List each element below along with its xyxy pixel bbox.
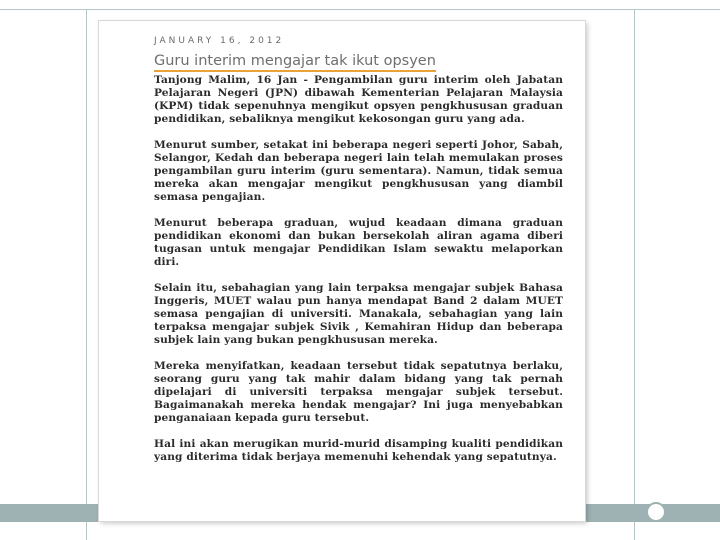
news-clipping [99, 21, 585, 521]
slide-left-rule [86, 9, 87, 540]
article-paragraph-4: Selain itu, sebahagian yang lain terpaksa mengajar subjek Bahasa Inggeris, MUET walau pun hanya mendapat Band 2 dalam MUET semasa pengajian di universiti. Manakala, sebahagian yang lain terpaksa mengajar subjek Sivik , Kemahiran Hidup dan beberapa subjek lain yang bukan pengkhususan mereka. [154, 282, 563, 346]
article-paragraph-1: Tanjong Malim, 16 Jan - Pengambilan guru interim oleh Jabatan Pelajaran Negeri (JPN) dibawah Kementerian Pelajaran Malaysia (KPM) tidak sepenuhnya mengikut opsyen pengkhususan graduan pendidikan, sebaliknya mengikut kekosongan guru yang ada. [154, 74, 563, 125]
slide-right-rule [634, 9, 635, 540]
slide-footer-line [664, 512, 720, 513]
article-paragraph-3: Menurut beberapa graduan, wujud keadaan dimana graduan pendidikan ekonomi dan bukan bersekolah aliran agama diberi tugasan untuk mengajar Pendidikan Islam sewaktu melaporkan diri. [154, 217, 563, 268]
article-paragraph-2: Menurut sumber, setakat ini beberapa negeri seperti Johor, Sabah, Selangor, Kedah dan beberapa negeri lain telah memulakan proses pengambilan guru interim (guru sementara). Namun, tidak semua mereka akan mengajar mengikut pengkhususan yang diambil semasa pengajian. [154, 139, 563, 203]
article-headline: Guru interim mengajar tak ikut opsyen [154, 52, 436, 72]
slide-footer-circle [646, 502, 666, 522]
slide-top-rule [0, 9, 720, 10]
article-paragraph-5: Mereka menyifatkan, keadaan tersebut tidak sepatutnya berlaku, seorang guru yang tak mahir dalam bidang yang tak pernah dipelajari di universiti terpaksa mengajar subjek tersebut. Bagaimanakah mereka hendak mengajar? Ini juga menyebabkan penganaiaan kepada guru tersebut. [154, 360, 563, 424]
article-date: JANUARY 16, 2012 [154, 36, 285, 46]
article-paragraph-6: Hal ini akan merugikan murid-murid disamping kualiti pendidikan yang diterima tidak berjaya memenuhi kehendak yang sepatutnya. [154, 438, 563, 463]
